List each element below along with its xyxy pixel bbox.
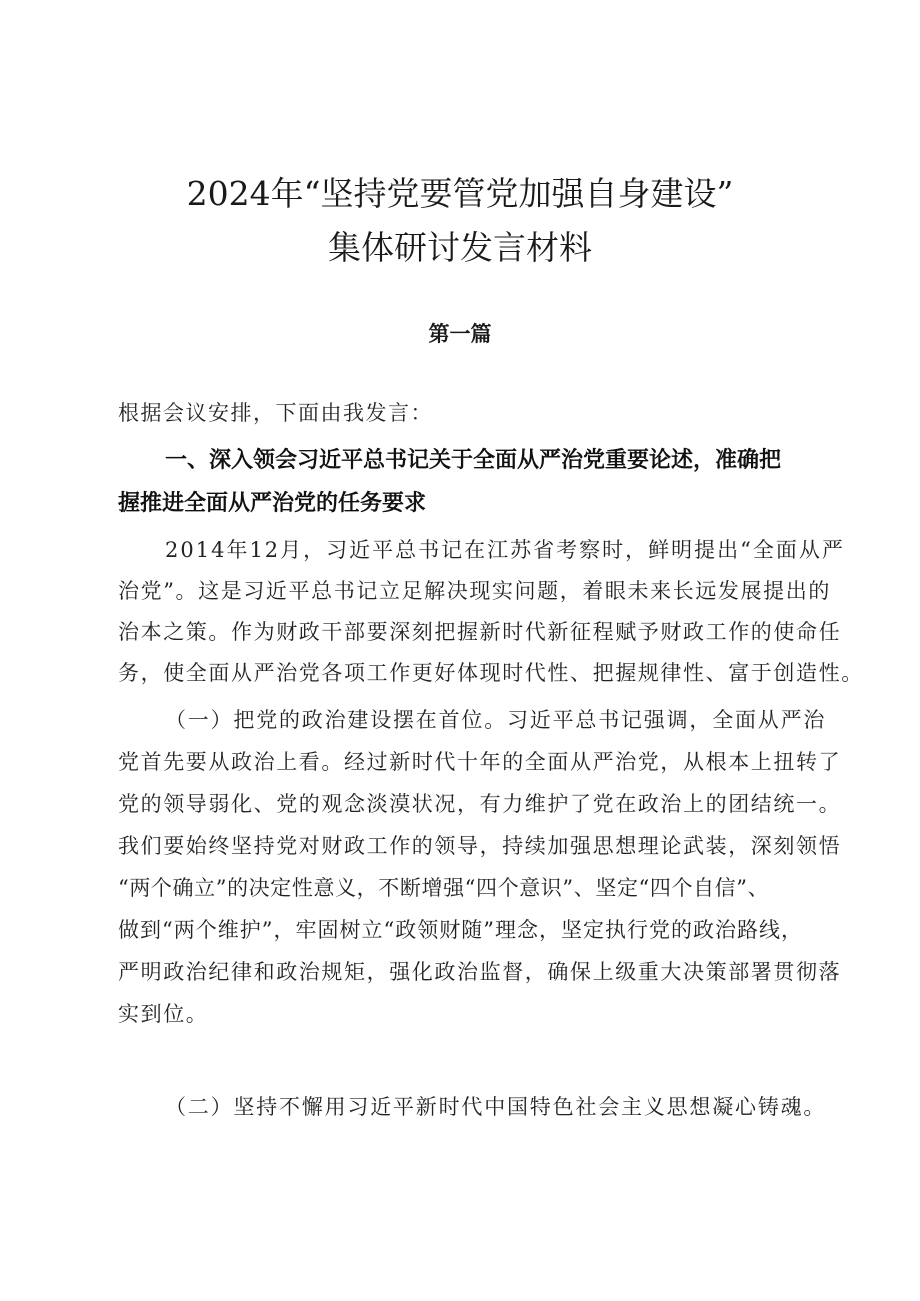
section-title: 第一篇: [428, 322, 492, 346]
para2-line: 实到位。: [118, 1002, 209, 1026]
para3-line: （二）坚持不懈用习近平新时代中国特色社会主义思想凝心铸魂。: [165, 1095, 827, 1119]
para2-line: 党首先要从政治上看。经过新时代十年的全面从严治党，从根本上扭转了: [118, 750, 842, 774]
document-title-line-1: 2024年“坚持党要管党加强自身建设”: [186, 174, 734, 213]
para1-line: 务，使全面从严治党各项工作更好体现时代性、把握规律性、富于创造性。: [118, 661, 864, 685]
para2-line: “两个确立”的决定性意义，不断增强“四个意识”、坚定“四个自信”、: [118, 876, 770, 900]
opening-line: 根据会议安排，下面由我发言：: [118, 401, 433, 425]
document-title-line-2: 集体研讨发言材料: [328, 228, 592, 267]
heading-1-line-2: 握推进全面从严治党的任务要求: [118, 491, 427, 516]
para1-line: 治党”。这是习近平总书记立足解决现实问题，着眼未来长远发展提出的: [118, 579, 831, 603]
para1-line: 2014年12月，习近平总书记在江苏省考察时，鲜明提出“全面从严: [165, 538, 845, 562]
para2-line: 严明政治纪律和政治规矩，强化政治监督，确保上级重大决策部署贯彻落: [118, 960, 842, 984]
heading-1-line-1: 一、深入领会习近平总书记关于全面从严治党重要论述，准确把: [165, 448, 782, 473]
para2-line: 我们要始终坚持党对财政工作的领导，持续加强思想理论武装，深刻领悟: [118, 834, 842, 858]
para1-line: 治本之策。作为财政干部要深刻把握新时代新征程赋予财政工作的使命任: [118, 620, 842, 644]
para2-line: 做到“两个维护”，牢固树立“政领财随”理念，坚定执行党的政治路线，: [118, 918, 803, 942]
para2-line: 党的领导弱化、党的观念淡漠状况，有力维护了党在政治上的团结统一。: [118, 792, 842, 816]
para2-line: （一）把党的政治建设摆在首位。习近平总书记强调，全面从严治: [165, 708, 827, 732]
